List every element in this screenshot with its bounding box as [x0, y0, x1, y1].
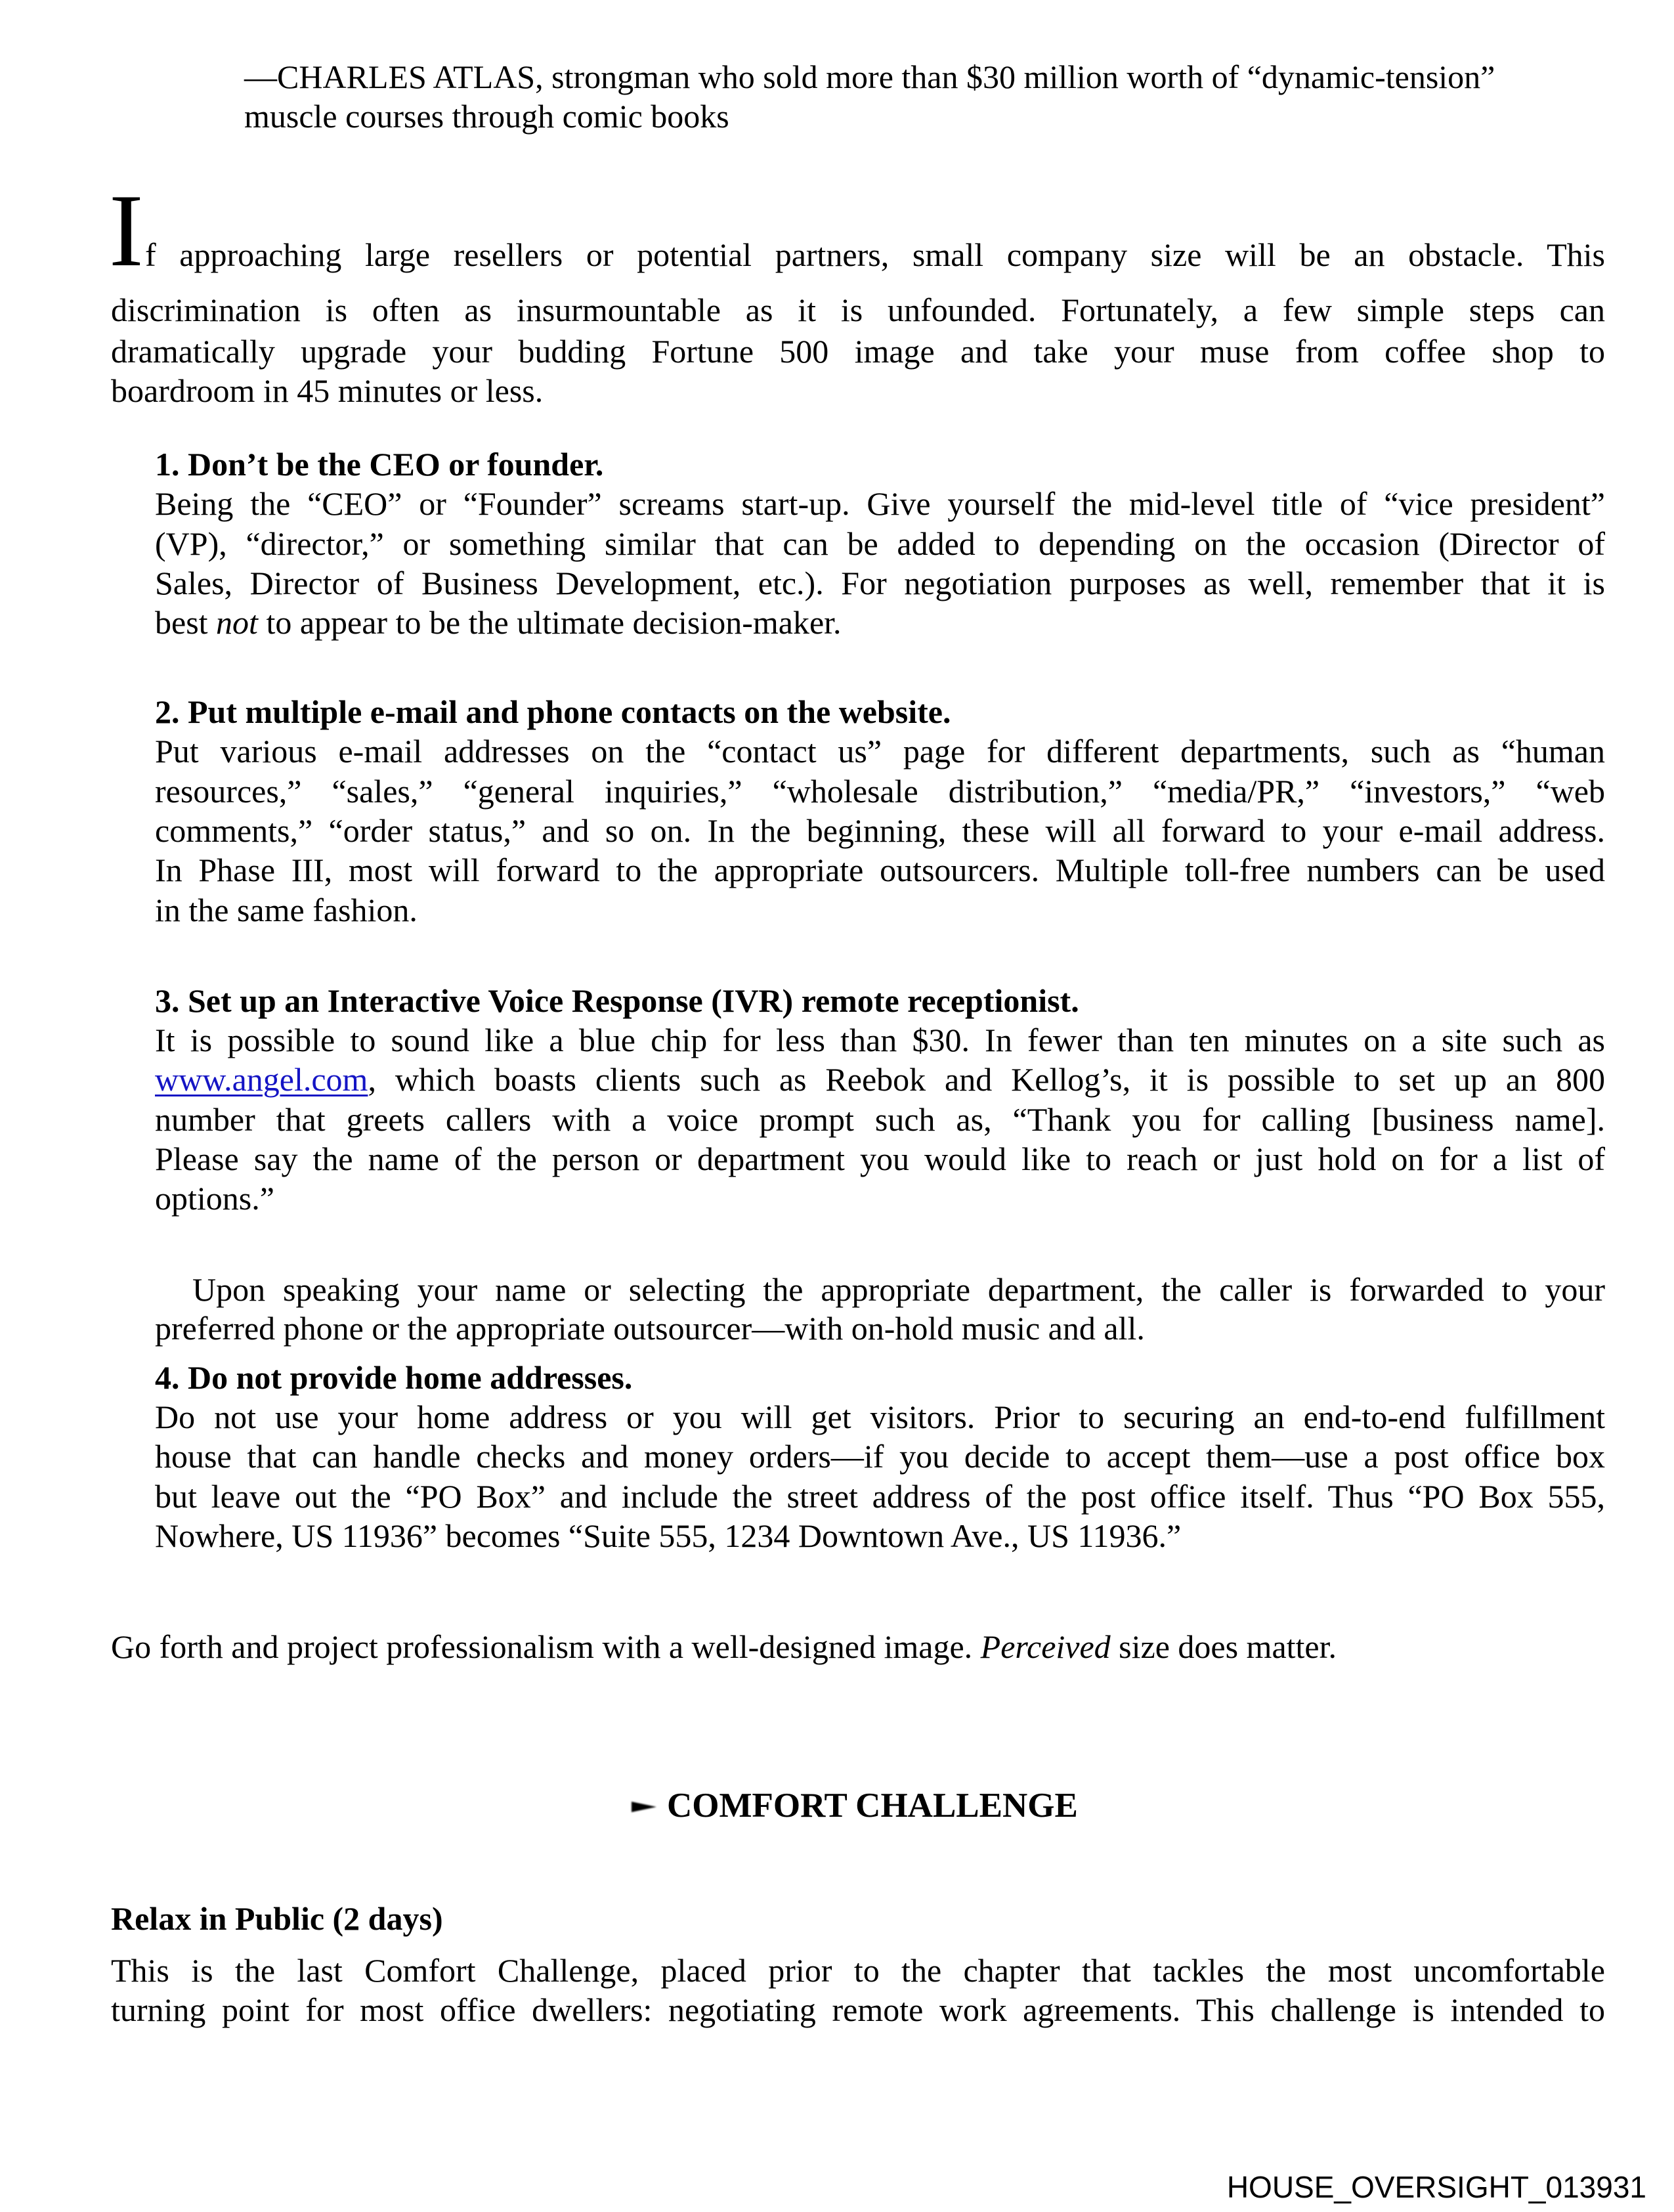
- section-line: in the same fashion.: [155, 892, 418, 928]
- epigraph-line: muscle courses through comic books: [244, 98, 729, 135]
- section-line: preferred phone or the appropriate outsourcer—with on-hold music and all.: [155, 1310, 1145, 1347]
- emphasis-text: not: [216, 604, 258, 641]
- emphasis-text: Perceived: [980, 1628, 1111, 1665]
- section-heading: 1. Don’t be the CEO or founder.: [155, 446, 604, 483]
- angel-com-link[interactable]: www.angel.com: [155, 1061, 368, 1098]
- section-line: Please say the name of the person or department you would like to reach or just hold on for a list of: [155, 1140, 1605, 1177]
- section-line: [155, 603, 1605, 642]
- intro-line: f approaching large resellers or potential partners, small company size will be an obstacle. This: [145, 236, 1605, 273]
- text-run: Go forth and project professionalism with a well-designed image.: [111, 1628, 981, 1665]
- intro-line: boardroom in 45 minutes or less.: [111, 372, 544, 409]
- challenge-line: turning point for most office dwellers: negotiating remote work agreements. This challenge is intended to: [111, 1991, 1605, 2028]
- comfort-challenge-title: COMFORT CHALLENGE: [667, 1787, 1078, 1825]
- section-line: Upon speaking your name or selecting the appropriate department, the caller is forwarded to your: [192, 1271, 1605, 1308]
- challenge-line: This is the last Comfort Challenge, placed prior to the chapter that tackles the most uncomfortable: [111, 1952, 1605, 1989]
- section-line: Do not use your home address or you will get visitors. Prior to securing an end-to-end fulfillment: [155, 1399, 1605, 1435]
- section-line: options.”: [155, 1180, 274, 1217]
- intro-line: discrimination is often as insurmountable as it is unfounded. Fortunately, a few simple steps can: [111, 292, 1605, 328]
- section-heading: 4. Do not provide home addresses.: [155, 1359, 633, 1396]
- section-line: Nowhere, US 11936” becomes “Suite 555, 1234 Downtown Ave., US 11936.”: [155, 1517, 1182, 1554]
- section-line: Put various e-mail addresses on the “contact us” page for different departments, such as “human: [155, 733, 1605, 770]
- text-run: , which boasts clients such as Reebok and Kellog’s, it is possible to set up an 800: [368, 1061, 1605, 1098]
- section-heading: 2. Put multiple e-mail and phone contacts on the website.: [155, 693, 951, 730]
- drop-cap: I: [109, 173, 144, 288]
- right-arrow-icon: [632, 1802, 656, 1812]
- section-line: (VP), “director,” or something similar that can be added to depending on the occasion (Director of: [155, 525, 1605, 562]
- text-run: to appear to be the ultimate decision-maker.: [257, 604, 842, 641]
- section-line: Sales, Director of Business Development, etc.). For negotiation purposes as well, remember that it is: [155, 565, 1605, 601]
- section-line: comments,” “order status,” and so on. In the beginning, these will all forward to your e-mail address.: [155, 812, 1605, 849]
- closing-line: [111, 1627, 1605, 1666]
- section-heading: 3. Set up an Interactive Voice Response (IVR) remote receptionist.: [155, 982, 1079, 1019]
- section-line: In Phase III, most will forward to the appropriate outsourcers. Multiple toll-free numbers can be used: [155, 852, 1605, 888]
- section-line: It is possible to sound like a blue chip for less than $30. In fewer than ten minutes on a site such as: [155, 1022, 1605, 1058]
- bates-number: HOUSE_OVERSIGHT_013931: [1226, 2170, 1646, 2204]
- text-run: best: [155, 604, 217, 641]
- epigraph-line: —CHARLES ATLAS, strongman who sold more than $30 million worth of “dynamic-tension”: [244, 58, 1495, 95]
- section-line: resources,” “sales,” “general inquiries,” “wholesale distribution,” “media/PR,” “investors,” “web: [155, 773, 1605, 810]
- section-line: Being the “CEO” or “Founder” screams start-up. Give yourself the mid-level title of “vice president”: [155, 485, 1605, 522]
- section-line: number that greets callers with a voice prompt such as, “Thank you for calling [business name].: [155, 1101, 1605, 1138]
- section-line: but leave out the “PO Box” and include the street address of the post office itself. Thus “PO Box 555,: [155, 1478, 1605, 1515]
- section-line: house that can handle checks and money orders—if you decide to accept them—use a post office box: [155, 1438, 1605, 1475]
- text-run: size does matter.: [1110, 1628, 1337, 1665]
- section-line: [155, 1060, 1605, 1099]
- challenge-subtitle: Relax in Public (2 days): [111, 1900, 443, 1937]
- intro-line: dramatically upgrade your budding Fortune 500 image and take your muse from coffee shop to: [111, 333, 1605, 370]
